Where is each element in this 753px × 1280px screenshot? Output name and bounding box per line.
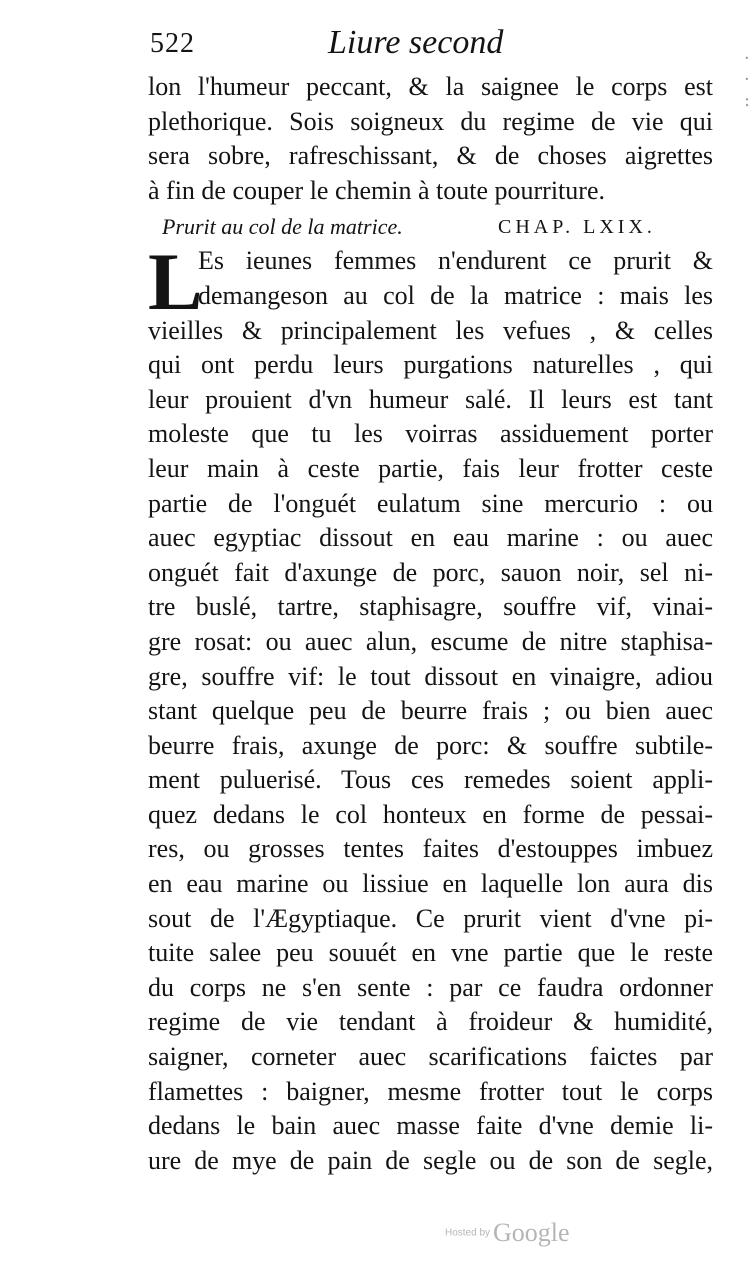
text-line: stant quelque peu de beurre frais ; ou bien auec bbox=[148, 696, 713, 726]
text-line: leur prouient d'vn humeur salé. Il leurs est tant bbox=[148, 384, 713, 414]
text-line: leur main à ceste partie, fais leur frotter ceste bbox=[148, 453, 713, 483]
text-line: auec egyptiac dissout en eau marine : ou auec bbox=[148, 523, 713, 553]
text-line: qui ont perdu leurs purgations naturelles , qui bbox=[148, 350, 713, 380]
google-watermark bbox=[445, 1218, 570, 1248]
chapter-heading bbox=[148, 210, 713, 244]
text-line: ment puluerisé. Tous ces remedes soient appli- bbox=[148, 765, 713, 795]
ornament-mark: · · : bbox=[744, 48, 753, 111]
text-line: lon l'humeur peccant, & la saignee le corps est bbox=[148, 72, 713, 101]
text-line: dedans le bain auec masse faite d'vne demie li- bbox=[148, 1111, 713, 1141]
text-line: plethorique. Sois soigneux du regime de vie qui bbox=[148, 106, 713, 136]
text-line: moleste que tu les voirras assiduement porter bbox=[148, 419, 713, 449]
running-head: Liure second bbox=[328, 24, 504, 61]
drop-cap: L bbox=[148, 236, 203, 327]
text-line: gre rosat: ou auec alun, escume de nitre staphisa- bbox=[148, 626, 713, 656]
hosted-by-label: Hosted by bbox=[445, 1227, 491, 1239]
text-line: vieilles & principalement les vefues , & celles bbox=[148, 315, 713, 345]
text-line: gre, souffre vif: le tout dissout en vinaigre, adiou bbox=[148, 661, 713, 691]
text-line: ure de mye de pain de segle ou de son de segle, bbox=[148, 1145, 713, 1175]
text-line: tre buslé, tartre, staphisagre, souffre vif, vinai- bbox=[148, 592, 713, 622]
text-line: tuite salee peu souuét en vne partie que le reste bbox=[148, 938, 713, 968]
page-number: 522 bbox=[150, 28, 195, 59]
google-logo: Google bbox=[493, 1218, 570, 1247]
text-line: saigner, corneter auec scarifications faictes par bbox=[148, 1042, 713, 1072]
text-line: quez dedans le col honteux en forme de pessai- bbox=[148, 799, 713, 829]
text-block bbox=[148, 70, 713, 1178]
text-line: flamettes : baigner, mesme frotter tout le corps bbox=[148, 1076, 713, 1106]
text-line: à fin de couper le chemin à toute pourriture. bbox=[148, 175, 605, 205]
text-line: du corps ne s'en sente : par ce faudra ordonner bbox=[148, 972, 713, 1002]
chapter-title: Prurit au col de la matrice. bbox=[162, 214, 403, 240]
chapter-number: CHAP. LXIX. bbox=[498, 216, 656, 239]
text-line: beurre frais, axunge de porc: & souffre subtile- bbox=[148, 730, 713, 760]
text-line: en eau marine ou lissiue en laquelle lon aura dis bbox=[148, 869, 713, 899]
text-line: regime de vie tendant à froideur & humidité, bbox=[148, 1007, 713, 1037]
text-line: res, ou grosses tentes faites d'estouppes imbuez bbox=[148, 834, 713, 864]
text-line: sout de l'Ægyptiaque. Ce prurit vient d'vne pi- bbox=[148, 903, 713, 933]
text-line: onguét fait d'axunge de porc, sauon noir, sel ni- bbox=[148, 557, 713, 587]
text-line: Es ieunes femmes n'endurent ce prurit & bbox=[198, 246, 713, 276]
text-line: demangeson au col de la matrice : mais les bbox=[198, 280, 713, 310]
text-line: partie de l'onguét eulatum sine mercurio : ou bbox=[148, 488, 713, 518]
text-line: sera sobre, rafreschissant, & de choses aigrettes bbox=[148, 141, 713, 171]
